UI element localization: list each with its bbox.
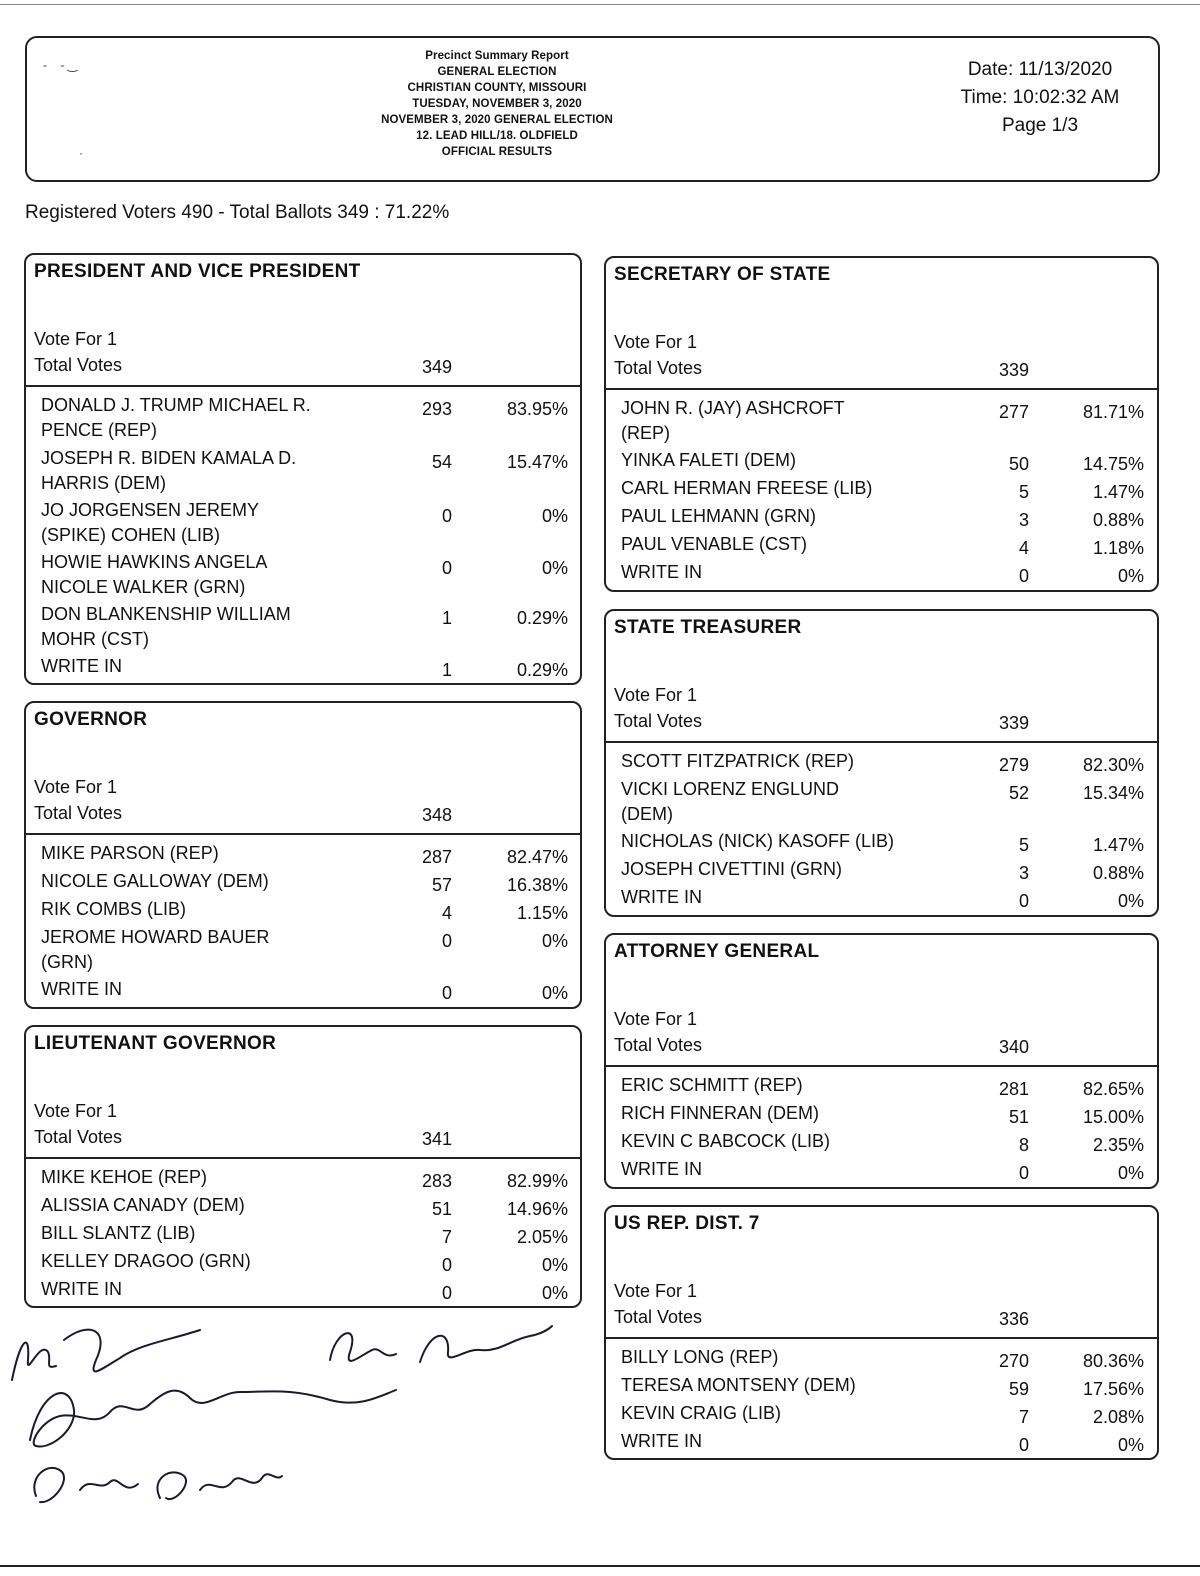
candidate-row bbox=[26, 550, 580, 601]
candidate-name: WRITE IN bbox=[621, 1431, 702, 1451]
candidate-votes: 7 bbox=[1018, 1407, 1029, 1427]
candidate-name: WRITE IN bbox=[41, 979, 122, 999]
divider bbox=[606, 1065, 1157, 1067]
candidate-row bbox=[26, 841, 580, 868]
candidate-row bbox=[26, 1165, 580, 1192]
header-mark: ‑ - ‿ bbox=[43, 58, 78, 72]
race-box-state-treasurer bbox=[604, 609, 1159, 917]
candidate-row bbox=[606, 749, 1157, 776]
candidate-row bbox=[26, 1249, 580, 1276]
candidate-list bbox=[606, 1073, 1157, 1184]
candidate-votes: 0 bbox=[1018, 566, 1029, 586]
candidate-votes: 283 bbox=[421, 1171, 452, 1191]
report-time: Time: 10:02:32 AM bbox=[960, 87, 1120, 108]
candidate-row bbox=[26, 897, 580, 924]
candidate-list bbox=[606, 1345, 1157, 1456]
turnout-summary: Registered Voters 490 - Total Ballots 349 : 71.22% bbox=[25, 202, 450, 223]
candidate-votes: 3 bbox=[1018, 863, 1029, 883]
candidate-percent: 0% bbox=[1117, 891, 1144, 911]
candidate-percent: 0.88% bbox=[1092, 510, 1144, 530]
candidate-name: JEROME HOWARD BAUER (GRN) bbox=[41, 927, 270, 972]
candidate-percent: 14.75% bbox=[1082, 454, 1144, 474]
candidate-votes: 0 bbox=[441, 506, 452, 526]
candidate-percent: 2.35% bbox=[1092, 1135, 1144, 1155]
total-votes-value: 339 bbox=[998, 360, 1029, 380]
vote-for: Vote For 1 bbox=[614, 1009, 698, 1029]
candidate-row bbox=[26, 925, 580, 976]
signatures bbox=[0, 1300, 600, 1540]
candidate-row bbox=[606, 504, 1157, 531]
signature-1 bbox=[12, 1330, 200, 1380]
candidate-name: HOWIE HAWKINS ANGELA NICOLE WALKER (GRN) bbox=[41, 552, 267, 597]
candidate-list bbox=[26, 841, 580, 1004]
race-title: LIEUTENANT GOVERNOR bbox=[34, 1033, 277, 1054]
candidate-percent: 15.34% bbox=[1082, 783, 1144, 803]
signature-3 bbox=[30, 1390, 396, 1447]
candidate-row bbox=[606, 1345, 1157, 1372]
candidate-votes: 54 bbox=[431, 452, 452, 472]
candidate-row bbox=[606, 1101, 1157, 1128]
candidate-votes: 4 bbox=[441, 903, 452, 923]
vote-for: Vote For 1 bbox=[614, 332, 698, 352]
candidate-votes: 277 bbox=[998, 402, 1029, 422]
total-votes-label: Total Votes bbox=[34, 1127, 123, 1147]
candidate-row bbox=[26, 602, 580, 653]
candidate-votes: 0 bbox=[441, 558, 452, 578]
candidate-votes: 52 bbox=[1008, 783, 1029, 803]
divider bbox=[606, 1337, 1157, 1339]
candidate-row bbox=[26, 977, 580, 1003]
candidate-name: JOHN R. (JAY) ASHCROFT (REP) bbox=[621, 398, 845, 443]
candidate-row bbox=[26, 393, 580, 445]
candidate-name: SCOTT FITZPATRICK (REP) bbox=[621, 751, 854, 771]
candidate-name: CARL HERMAN FREESE (LIB) bbox=[621, 478, 873, 498]
candidate-name: WRITE IN bbox=[621, 1159, 702, 1179]
vote-for: Vote For 1 bbox=[34, 329, 118, 349]
candidate-row bbox=[606, 396, 1157, 447]
candidate-votes: 5 bbox=[1018, 835, 1029, 855]
vote-for: Vote For 1 bbox=[614, 685, 698, 705]
candidate-name: TERESA MONTSENY (DEM) bbox=[621, 1375, 856, 1395]
candidate-name: WRITE IN bbox=[621, 887, 702, 907]
candidate-row bbox=[606, 476, 1157, 503]
candidate-votes: 3 bbox=[1018, 510, 1029, 530]
candidate-votes: 4 bbox=[1018, 538, 1029, 558]
vote-for: Vote For 1 bbox=[34, 1101, 118, 1121]
candidate-votes: 0 bbox=[441, 1255, 452, 1275]
candidate-row bbox=[606, 1401, 1157, 1428]
top-rule bbox=[0, 4, 1200, 5]
divider bbox=[26, 1157, 580, 1159]
candidate-votes: 270 bbox=[998, 1351, 1029, 1371]
candidate-votes: 0 bbox=[441, 983, 452, 1003]
candidate-row bbox=[606, 857, 1157, 884]
candidate-row bbox=[26, 869, 580, 896]
candidate-row bbox=[606, 777, 1157, 828]
candidate-row bbox=[606, 829, 1157, 856]
candidate-votes: 57 bbox=[431, 875, 452, 895]
candidate-votes: 293 bbox=[421, 399, 452, 419]
candidate-percent: 2.05% bbox=[516, 1227, 568, 1247]
candidate-name: RIK COMBS (LIB) bbox=[41, 899, 187, 919]
candidate-row bbox=[26, 498, 580, 549]
signature-2 bbox=[330, 1326, 552, 1362]
candidate-percent: 1.47% bbox=[1092, 835, 1144, 855]
candidate-row bbox=[606, 532, 1157, 559]
candidate-name: NICHOLAS (NICK) KASOFF (LIB) bbox=[621, 831, 895, 851]
total-votes-label: Total Votes bbox=[614, 711, 703, 731]
candidate-name: BILLY LONG (REP) bbox=[621, 1347, 779, 1367]
candidate-percent: 17.56% bbox=[1082, 1379, 1144, 1399]
divider bbox=[26, 833, 580, 835]
report-title-line: OFFICIAL RESULTS bbox=[441, 146, 553, 158]
report-title-line: NOVEMBER 3, 2020 GENERAL ELECTION bbox=[381, 114, 613, 126]
header-dot: · bbox=[79, 146, 83, 160]
candidate-votes: 0 bbox=[441, 931, 452, 951]
candidate-name: ERIC SCHMITT (REP) bbox=[621, 1075, 803, 1095]
candidate-name: MIKE PARSON (REP) bbox=[41, 843, 219, 863]
candidate-name: KEVIN CRAIG (LIB) bbox=[621, 1403, 782, 1423]
candidate-votes: 281 bbox=[998, 1079, 1029, 1099]
candidate-name: PAUL LEHMANN (GRN) bbox=[621, 506, 817, 526]
candidate-percent: 81.71% bbox=[1082, 402, 1144, 422]
candidate-percent: 80.36% bbox=[1082, 1351, 1144, 1371]
report-title-line: CHRISTIAN COUNTY, MISSOURI bbox=[407, 82, 587, 94]
candidate-votes: 0 bbox=[441, 1283, 452, 1303]
candidate-name: JOSEPH CIVETTINI (GRN) bbox=[621, 859, 843, 879]
candidate-name: ALISSIA CANADY (DEM) bbox=[41, 1195, 245, 1215]
report-title-line: TUESDAY, NOVEMBER 3, 2020 bbox=[412, 98, 582, 110]
candidate-row bbox=[606, 448, 1157, 475]
candidate-list bbox=[606, 396, 1157, 587]
candidate-row bbox=[606, 560, 1157, 586]
candidate-votes: 279 bbox=[998, 755, 1029, 775]
race-box-attorney-general bbox=[604, 933, 1159, 1189]
report-page: Page 1/3 bbox=[1001, 115, 1079, 136]
candidate-name: RICH FINNERAN (DEM) bbox=[621, 1103, 819, 1123]
candidate-votes: 0 bbox=[1018, 1163, 1029, 1183]
candidate-row bbox=[606, 1373, 1157, 1400]
race-box-secretary-of-state bbox=[604, 256, 1159, 592]
bottom-rule bbox=[0, 1565, 1200, 1567]
candidate-percent: 82.65% bbox=[1082, 1079, 1144, 1099]
candidate-name: PAUL VENABLE (CST) bbox=[621, 534, 808, 554]
candidate-name: JO JORGENSEN JEREMY (SPIKE) COHEN (LIB) bbox=[41, 500, 259, 545]
race-title: PRESIDENT AND VICE PRESIDENT bbox=[34, 261, 361, 282]
candidate-row bbox=[606, 1157, 1157, 1183]
candidate-votes: 8 bbox=[1018, 1135, 1029, 1155]
candidate-percent: 0% bbox=[541, 931, 568, 951]
candidate-percent: 0.29% bbox=[516, 660, 568, 680]
total-votes-label: Total Votes bbox=[614, 1035, 703, 1055]
race-box-lieutenant-governor bbox=[24, 1025, 582, 1308]
candidate-percent: 0.29% bbox=[516, 608, 568, 628]
total-votes-value: 339 bbox=[998, 713, 1029, 733]
candidate-percent: 15.47% bbox=[506, 452, 568, 472]
race-title: ATTORNEY GENERAL bbox=[614, 941, 820, 962]
total-votes-value: 348 bbox=[421, 805, 452, 825]
race-title: US REP. DIST. 7 bbox=[614, 1213, 760, 1234]
race-box-president bbox=[24, 253, 582, 685]
report-header bbox=[25, 36, 1160, 182]
vote-for: Vote For 1 bbox=[34, 777, 118, 797]
report-meta bbox=[930, 56, 1150, 140]
candidate-percent: 83.95% bbox=[506, 399, 568, 419]
candidate-percent: 82.30% bbox=[1082, 755, 1144, 775]
total-votes-label: Total Votes bbox=[34, 355, 123, 375]
candidate-percent: 1.18% bbox=[1092, 538, 1144, 558]
signature-4 bbox=[34, 1468, 282, 1502]
total-votes-value: 349 bbox=[421, 357, 452, 377]
candidate-votes: 0 bbox=[1018, 1435, 1029, 1455]
candidate-percent: 1.47% bbox=[1092, 482, 1144, 502]
candidate-percent: 0% bbox=[1117, 1435, 1144, 1455]
candidate-percent: 16.38% bbox=[506, 875, 568, 895]
candidate-percent: 0% bbox=[541, 506, 568, 526]
candidate-votes: 0 bbox=[1018, 891, 1029, 911]
race-box-governor bbox=[24, 701, 582, 1009]
candidate-percent: 0% bbox=[541, 1255, 568, 1275]
candidate-list bbox=[26, 393, 580, 681]
candidate-votes: 5 bbox=[1018, 482, 1029, 502]
candidate-name: YINKA FALETI (DEM) bbox=[621, 450, 797, 470]
candidate-votes: 51 bbox=[1008, 1107, 1029, 1127]
candidate-row bbox=[26, 446, 580, 497]
race-title: SECRETARY OF STATE bbox=[614, 264, 831, 285]
candidate-name: KELLEY DRAGOO (GRN) bbox=[41, 1251, 251, 1271]
candidate-votes: 50 bbox=[1008, 454, 1029, 474]
candidate-percent: 0% bbox=[541, 983, 568, 1003]
candidate-percent: 0% bbox=[541, 1283, 568, 1303]
candidate-list bbox=[26, 1165, 580, 1304]
report-date: Date: 11/13/2020 bbox=[967, 59, 1113, 80]
report-title-line: Precinct Summary Report bbox=[425, 50, 569, 62]
race-box-us-rep-dist-7 bbox=[604, 1205, 1159, 1460]
candidate-percent: 14.96% bbox=[506, 1199, 568, 1219]
candidate-name: DONALD J. TRUMP MICHAEL R. PENCE (REP) bbox=[41, 395, 311, 440]
divider bbox=[26, 385, 580, 387]
candidate-votes: 1 bbox=[441, 608, 452, 628]
candidate-name: DON BLANKENSHIP WILLIAM MOHR (CST) bbox=[41, 604, 291, 649]
candidate-name: VICKI LORENZ ENGLUND (DEM) bbox=[621, 779, 840, 824]
candidate-name: JOSEPH R. BIDEN KAMALA D. HARRIS (DEM) bbox=[41, 448, 297, 493]
candidate-row bbox=[26, 654, 580, 680]
report-title-line: GENERAL ELECTION bbox=[437, 66, 557, 78]
total-votes-label: Total Votes bbox=[34, 803, 123, 823]
report-title-block bbox=[347, 48, 647, 160]
candidate-votes: 7 bbox=[441, 1227, 452, 1247]
total-votes-label: Total Votes bbox=[614, 358, 703, 378]
divider bbox=[606, 741, 1157, 743]
total-votes-value: 336 bbox=[998, 1309, 1029, 1329]
candidate-name: WRITE IN bbox=[621, 562, 702, 582]
candidate-row bbox=[26, 1221, 580, 1248]
candidate-row bbox=[606, 1129, 1157, 1156]
vote-for: Vote For 1 bbox=[614, 1281, 698, 1301]
candidate-percent: 0% bbox=[541, 558, 568, 578]
candidate-percent: 15.00% bbox=[1082, 1107, 1144, 1127]
candidate-votes: 287 bbox=[421, 847, 452, 867]
candidate-votes: 59 bbox=[1008, 1379, 1029, 1399]
candidate-name: WRITE IN bbox=[41, 656, 122, 676]
candidate-name: KEVIN C BABCOCK (LIB) bbox=[621, 1131, 831, 1151]
candidate-percent: 82.99% bbox=[506, 1171, 568, 1191]
candidate-percent: 0% bbox=[1117, 1163, 1144, 1183]
candidate-name: MIKE KEHOE (REP) bbox=[41, 1167, 208, 1187]
candidate-list bbox=[606, 749, 1157, 912]
divider bbox=[606, 388, 1157, 390]
race-title: STATE TREASURER bbox=[614, 617, 802, 638]
candidate-row bbox=[26, 1193, 580, 1220]
report-title-line: 12. LEAD HILL/18. OLDFIELD bbox=[416, 130, 578, 142]
total-votes-value: 341 bbox=[421, 1129, 452, 1149]
candidate-name: BILL SLANTZ (LIB) bbox=[41, 1223, 196, 1243]
candidate-percent: 0.88% bbox=[1092, 863, 1144, 883]
total-votes-value: 340 bbox=[998, 1037, 1029, 1057]
candidate-row bbox=[606, 885, 1157, 911]
candidate-row bbox=[606, 1429, 1157, 1455]
candidate-votes: 51 bbox=[431, 1199, 452, 1219]
candidate-votes: 1 bbox=[441, 660, 452, 680]
candidate-percent: 0% bbox=[1117, 566, 1144, 586]
candidate-row bbox=[606, 1073, 1157, 1100]
race-title: GOVERNOR bbox=[34, 709, 148, 730]
candidate-name: WRITE IN bbox=[41, 1279, 122, 1299]
candidate-percent: 82.47% bbox=[506, 847, 568, 867]
candidate-percent: 2.08% bbox=[1092, 1407, 1144, 1427]
candidate-percent: 1.15% bbox=[516, 903, 568, 923]
candidate-name: NICOLE GALLOWAY (DEM) bbox=[41, 871, 269, 891]
total-votes-label: Total Votes bbox=[614, 1307, 703, 1327]
